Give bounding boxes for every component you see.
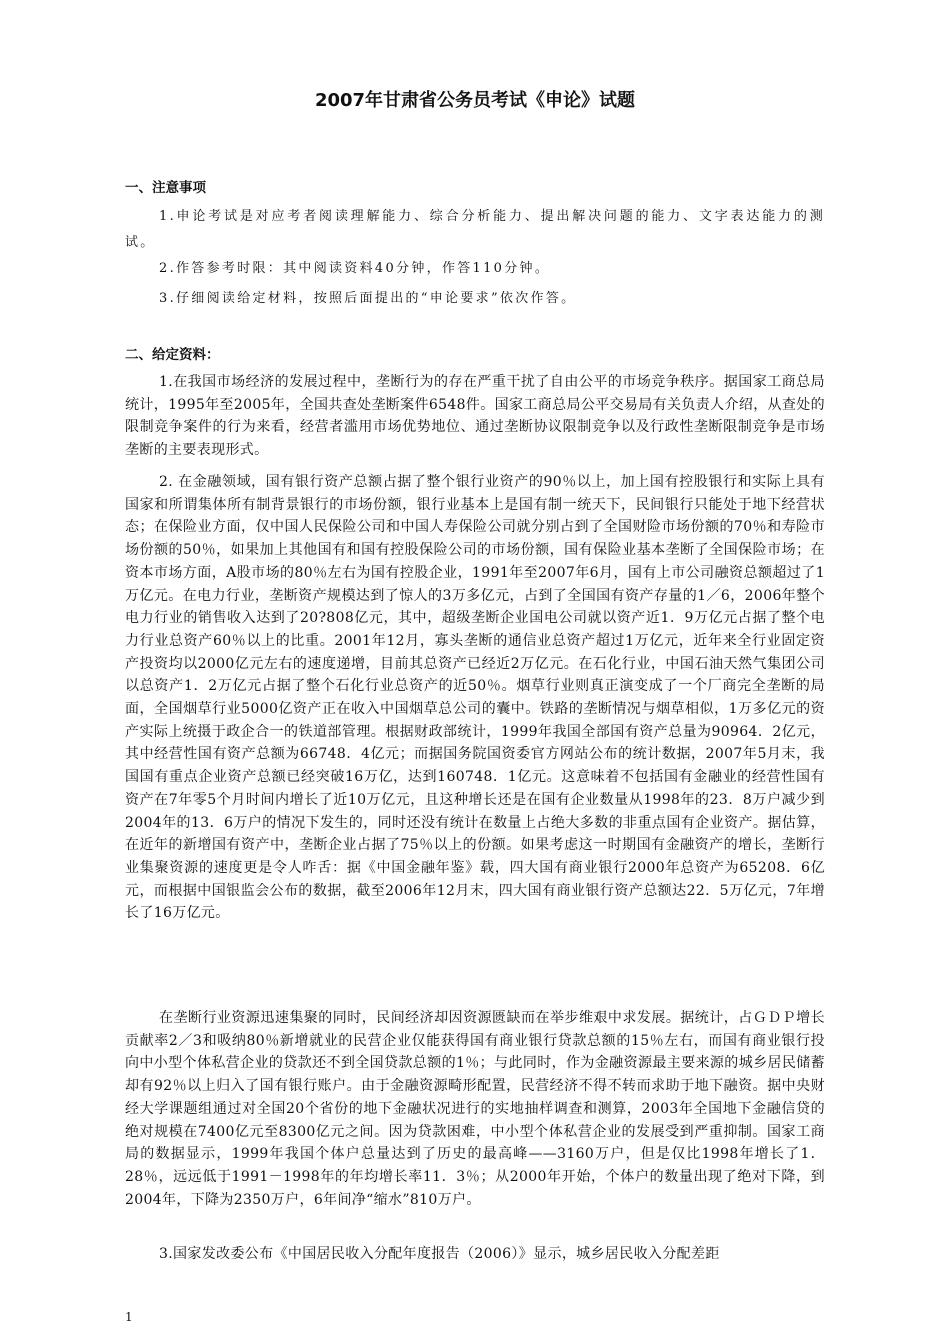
section-heading-materials: 二、给定资料：: [125, 347, 220, 363]
notice-item-1: 1.申论考试是对应考者阅读理解能力、综合分析能力、提出解决问题的能力、文字表达能力的测试。: [125, 209, 825, 250]
notice-item-2: 2.作答参考时限：其中阅读资料40分钟，作答110分钟。: [159, 261, 551, 276]
material-paragraph-2: 2. 在金融领域，国有银行资产总额占据了整个银行业资产的90％以上，加上国有控股银行和实际上具有国家和所谓集体所有制背景银行的市场份额，银行业基本上是国有制一统天下，民间银行只能处于地下经营状态；在保险业方面，仅中国人民保险公司和中国人寿保险公司就分别占到了全国财险市场份额的70％和寿险市场份额的50％，如果加上其他国有和国有控股保险公司的市场份额，国有保险业基本垄断了全国保险市场；在资本市场方面，A股市场的80％左右为国有控股企业，1991年至2007年6月，国有上市公司融资总额超过了1万亿元。在电力行业，垄断资产规模达到了惊人的3万多亿元，占到了全国国有资产存量的1／6，2006年整个电力行业的销售收入达到了20?808亿元，其中，超级垄断企业国电公司就以资产近1．9万亿元占据了整个电力行业总资产60％以上的比重。2001年12月，寡头垄断的通信业总资产超过1万亿元，近年来全行业固定资产投资均以2000亿元左右的速度递增，目前其总资产已经近2万亿元。在石化行业，中国石油天然气集团公司以总资产1．2万亿元占据了整个石化行业总资产的近50％。烟草行业则真正演变成了一个厂商完全垄断的局面，全国烟草行业5000亿资产正在收入中国烟草总公司的囊中。铁路的垄断情况与烟草相似，1万多亿元的资产实际上统摄于政企合一的铁道部管理。根据财政部统计，1999年我国全部国有资产总量为90964．2亿元，其中经营性国有资产总额为66748．4亿元；而据国务院国资委官方网站公布的统计数据，2007年5月末，我国国有重点企业资产总额已经突破16万亿，达到160748．1亿元。这意味着不包括国有金融业的经营性国有资产在7年零5个月时间内增长了近10万亿元，且这种增长还是在国有企业数量从1998年的23．8万户减少到2004年的13．6万户的情况下发生的，同时还没有统计在数量上占绝大多数的非重点国有企业资产。据估算，在近年的新增国有资产中，垄断企业占据了75％以上的份额。如果考虑这一时期国有金融资产的增长，垄断行业集聚资源的速度更是令人咋舌：据《中国金融年鉴》载，四大国有商业银行2000年总资产为65208．6亿元，而根据中国银监会公布的数据，截至2006年12月末，四大国有商业银行资产总额达22．5万亿元，7年增长了16万亿元。: [125, 474, 825, 922]
document-title: 2007年甘肃省公务员考试《申论》试题: [314, 90, 636, 111]
material-paragraph-1: 1.在我国市场经济的发展过程中，垄断行为的存在严重干扰了自由公平的市场竞争秩序。据国家工商总局统计，1995年至2005年，全国共查处垄断案件6548件。国家工商总局公平交易局有关负责人介绍，从查处的限制竞争案件的行为来看，经营者滥用市场优势地位、通过垄断协议限制竞争以及行政性垄断限制竞争是市场垄断的主要表现形式。: [125, 374, 825, 459]
material-paragraph-3: 在垄断行业资源迅速集聚的同时，民间经济却因资源匮缺而在举步维艰中求发展。据统计，占ＧＤＰ增长贡献率2／3和吸纳80％新增就业的民营企业仅能获得国有商业银行贷款总额的15％左右，而国有商业银行投向中小型个体私营企业的贷款还不到全国贷款总额的1％；与此同时，作为金融资源最主要来源的城乡居民储蓄却有92％以上归入了国有银行账户。由于金融资源畸形配置，民营经济不得不转而求助于地下融资。据中央财经大学课题组通过对全国20个省份的地下金融状况进行的实地抽样调查和测算，2003年全国地下金融信贷的绝对规模在7400亿元至8300亿元之间。因为贷款困难，中小型个体私营企业的发展受到严重抑制。国家工商局的数据显示，1999年我国个体户总量达到了历史的最高峰——3160万户，但是仅比1998年增长了1．28％，远远低于1991－1998年的年均增长率11．3％；从2000年开始，个体户的数量出现了绝对下降，到2004年，下降为2350万户，6年间净“缩水”810万户。: [125, 1010, 825, 1208]
notice-item-3: 3.仔细阅读给定材料，按照后面提出的“申论要求”依次作答。: [159, 291, 577, 306]
page-number: 1: [125, 1310, 133, 1324]
section-heading-notice: 一、注意事项: [125, 180, 206, 196]
material-paragraph-4: 3.国家发改委公布《中国居民收入分配年度报告（2006）》显示，城乡居民收入分配差距: [159, 1246, 720, 1262]
